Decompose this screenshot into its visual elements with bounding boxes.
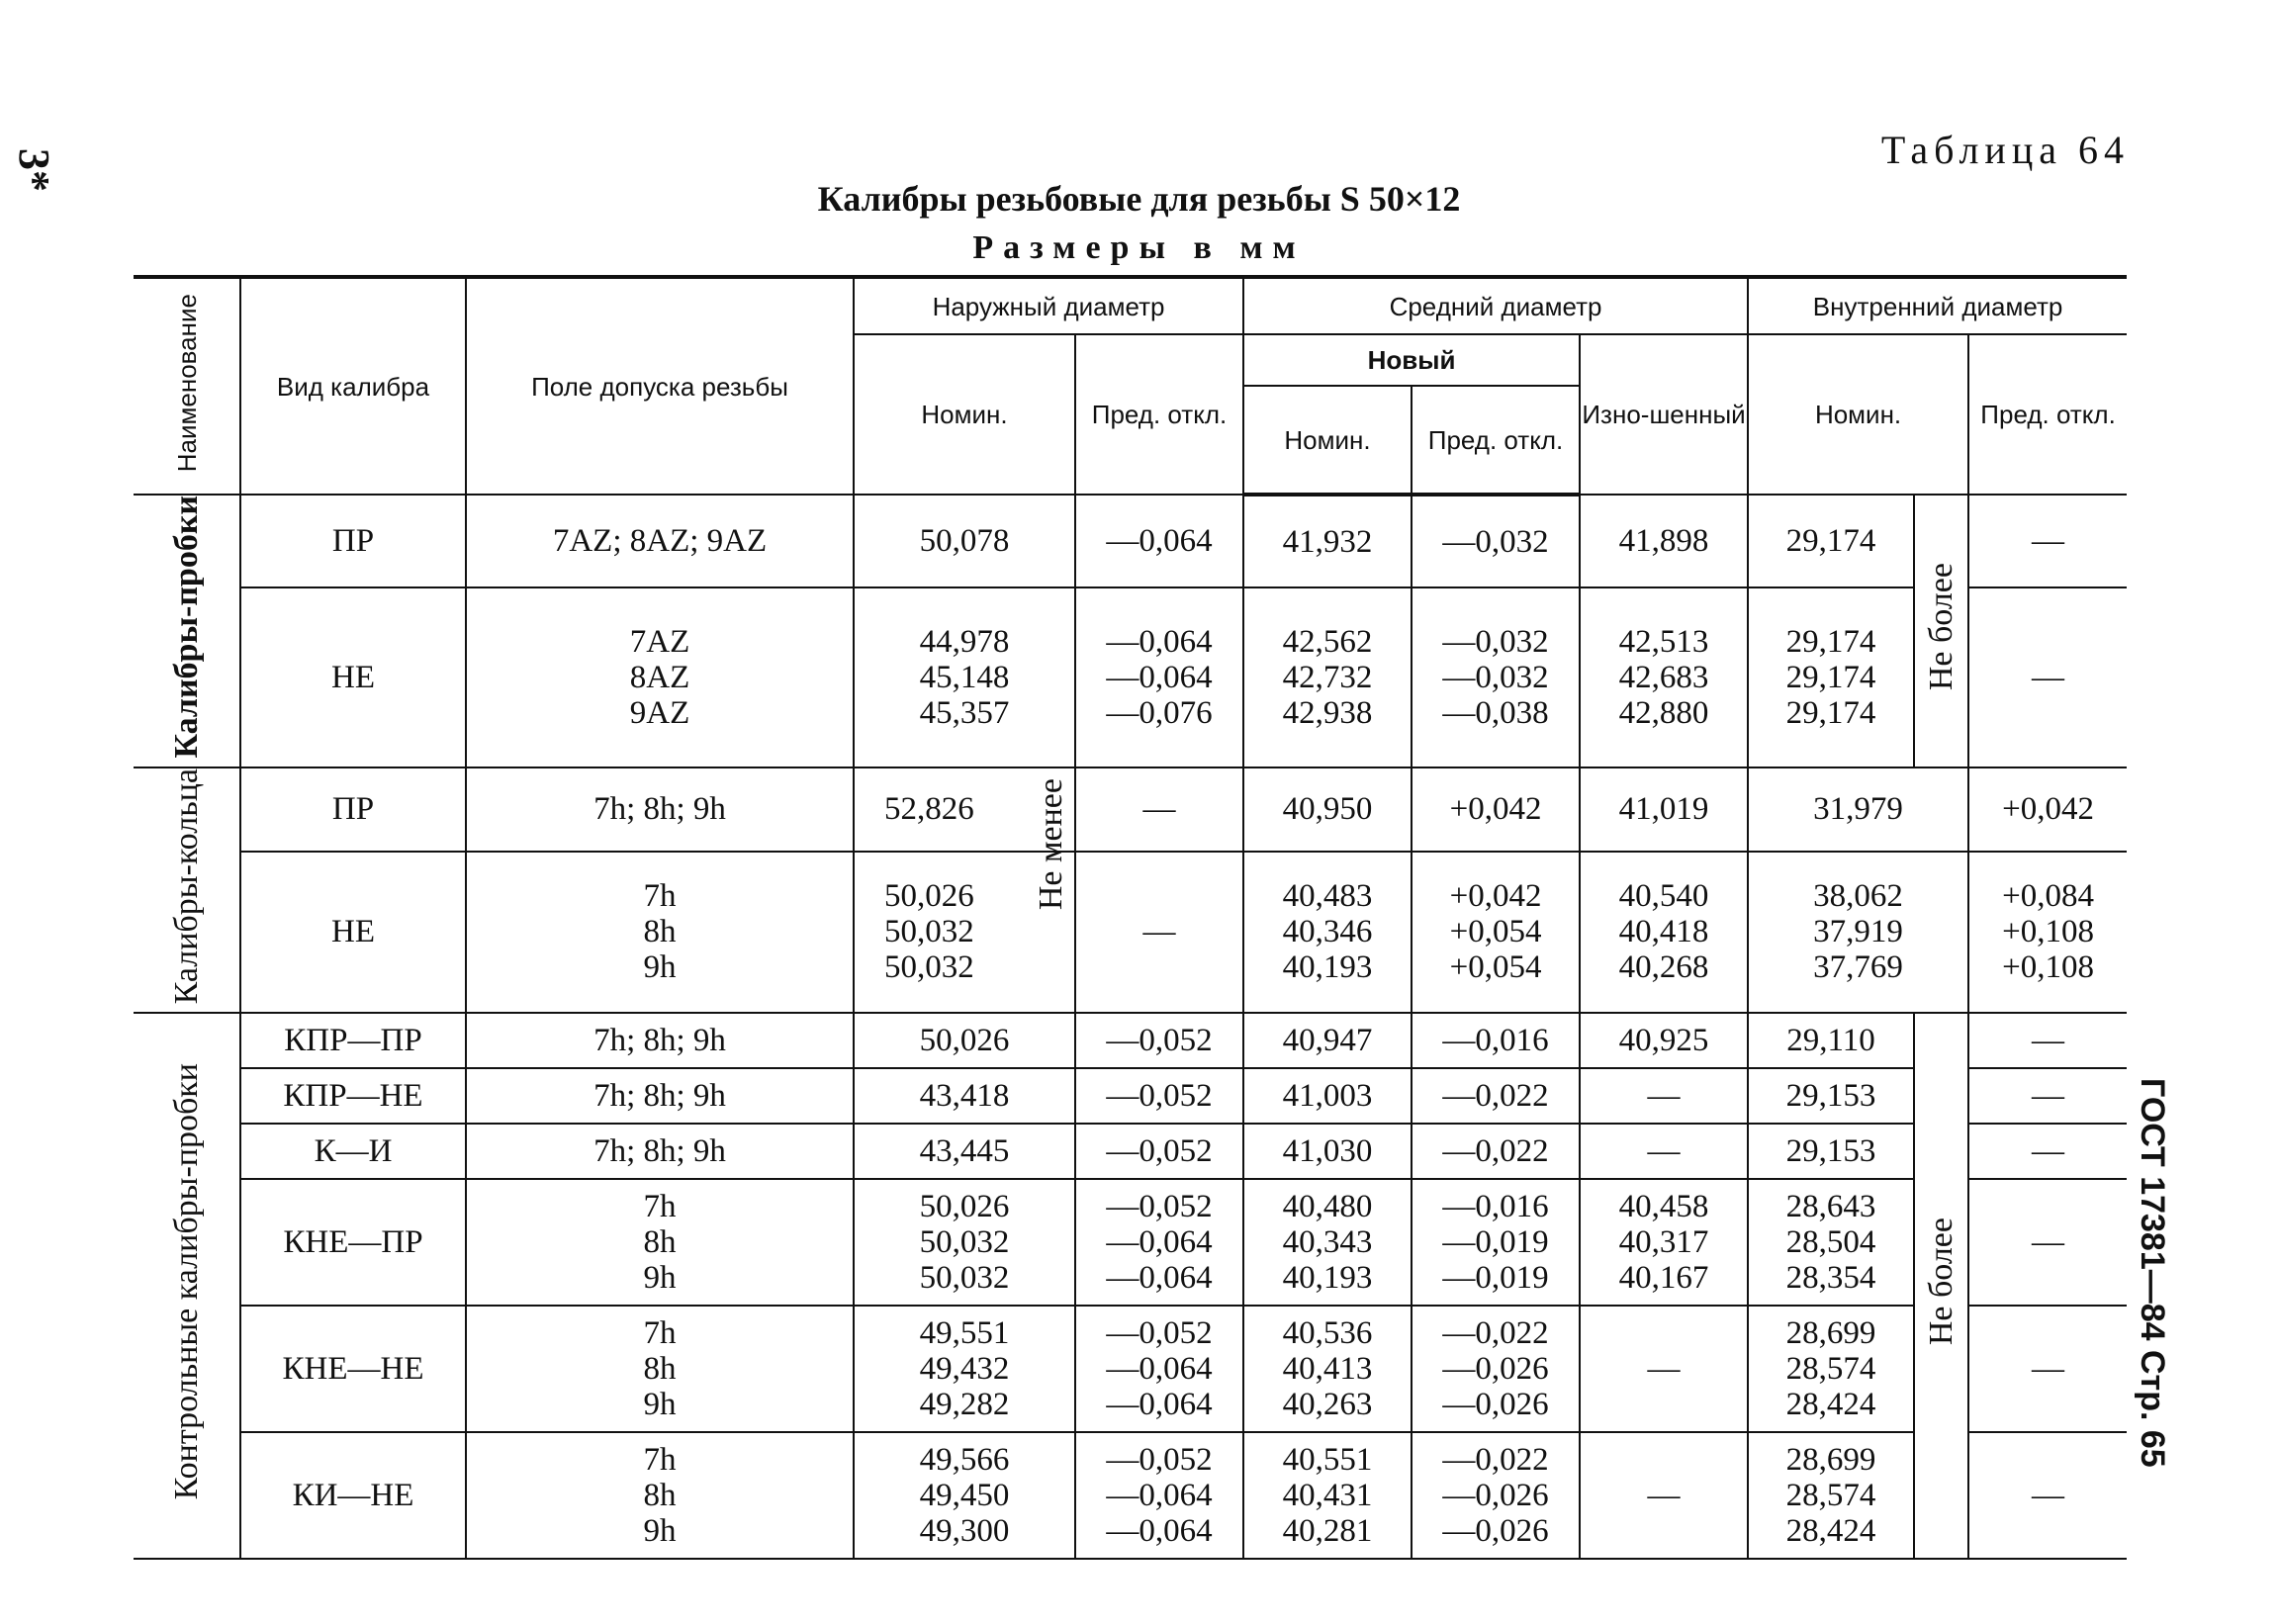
inner-dev-cell-line: +0,108	[2002, 949, 2094, 986]
outer-dev-cell-line: —0,052	[1106, 1188, 1213, 1224]
outer-dev-cell-line: —0,052	[1106, 1132, 1213, 1169]
worn-cell-line: —	[1647, 1077, 1681, 1114]
outer-nom-cell	[854, 1306, 1075, 1432]
outer-dev-cell-line: —0,064	[1106, 659, 1213, 695]
inner-dev-cell	[1968, 587, 2127, 767]
tolerance-cell	[466, 587, 854, 767]
tolerance-cell	[466, 852, 854, 1013]
tolerance-cell-line: 9AZ	[629, 694, 690, 731]
tolerance-cell	[466, 767, 854, 852]
worn-cell-line: 40,458	[1618, 1188, 1709, 1224]
outer-nom-cell-line: 49,432	[919, 1350, 1010, 1387]
outer-dev-cell	[1075, 495, 1243, 587]
middle-dev-cell-line: +0,042	[1449, 878, 1542, 915]
middle-nom-cell-line: 40,281	[1282, 1512, 1373, 1549]
outer-nom-cell-line: 49,300	[919, 1512, 1010, 1549]
inner-nom-cell-line: 29,174	[1785, 694, 1876, 731]
outer-dev-cell-line: —0,064	[1106, 1386, 1213, 1422]
inner-nom-cell	[1748, 767, 1968, 852]
inner-nom-cell-line: 31,979	[1813, 791, 1903, 828]
middle-nom-cell-line: 40,551	[1282, 1441, 1373, 1478]
tolerance-cell	[466, 495, 854, 587]
tolerance-cell-line: 7h; 8h; 9h	[593, 1022, 726, 1058]
worn-cell-line: 40,167	[1618, 1259, 1709, 1296]
middle-nom-cell	[1243, 495, 1412, 587]
outer-nom-cell-line: 50,032	[919, 1259, 1010, 1296]
worn-cell	[1580, 495, 1748, 587]
inner-nom-cell-line: 28,643	[1785, 1188, 1876, 1224]
outer-nom-cell-line: 49,566	[919, 1441, 1010, 1478]
header-name: Наименование	[134, 277, 240, 495]
middle-dev-cell-line: —0,022	[1442, 1314, 1549, 1351]
header-outer-diameter: Наружный диаметр	[854, 277, 1243, 334]
inner-not-more-note: Не более	[1914, 1013, 1968, 1559]
middle-nom-cell	[1243, 1432, 1412, 1559]
worn-cell-line: 40,925	[1618, 1022, 1709, 1058]
inner-dev-cell	[1968, 1432, 2127, 1559]
tolerance-cell	[466, 1068, 854, 1124]
worn-cell-line: —	[1647, 1477, 1681, 1513]
inner-nom-cell	[1748, 1179, 1914, 1306]
table-number: Таблица 64	[1880, 128, 2130, 172]
worn-cell	[1580, 1306, 1748, 1432]
outer-nom-cell-line: 50,032	[884, 914, 974, 950]
outer-nom-cell-line: 49,282	[919, 1386, 1010, 1422]
outer-dev-cell	[1075, 1179, 1243, 1306]
inner-dev-cell	[1968, 852, 2127, 1013]
outer-dev-cell-line: —	[1142, 914, 1176, 950]
header-inner-dev: Пред. откл.	[1968, 334, 2127, 495]
middle-nom-cell-line: 40,483	[1282, 878, 1373, 915]
outer-dev-cell	[1075, 587, 1243, 767]
outer-not-less-note: Не менее	[1033, 777, 1069, 910]
tolerance-cell	[466, 1179, 854, 1306]
middle-nom-cell	[1243, 587, 1412, 767]
inner-nom-cell-line: 28,574	[1785, 1350, 1876, 1387]
middle-dev-cell-line: —0,026	[1442, 1477, 1549, 1513]
gauge-type-cell: КНЕ—НЕ	[240, 1306, 466, 1432]
outer-nom-cell-line: 52,826	[884, 791, 974, 828]
tolerance-cell-line: 9h	[643, 1512, 677, 1549]
inner-nom-cell-line: 37,919	[1813, 914, 1903, 950]
worn-cell-line: 42,880	[1618, 694, 1709, 731]
worn-cell-line: —	[1647, 1132, 1681, 1169]
worn-cell-line: 40,418	[1618, 914, 1709, 950]
tolerance-cell-line: 9h	[643, 1386, 677, 1422]
inner-nom-cell-line: 29,153	[1785, 1132, 1876, 1169]
tolerance-cell-line: 7AZ; 8AZ; 9AZ	[552, 523, 768, 560]
table-row	[134, 1432, 2127, 1559]
inner-nom-cell-line: 28,699	[1785, 1441, 1876, 1478]
tolerance-cell-line: 8h	[643, 914, 677, 950]
middle-dev-cell	[1412, 1013, 1580, 1068]
worn-cell	[1580, 852, 1748, 1013]
worn-cell	[1580, 767, 1748, 852]
page-corner-mark: 3*	[10, 148, 58, 192]
outer-dev-cell	[1075, 1068, 1243, 1124]
tolerance-cell-line: 9h	[643, 949, 677, 986]
middle-nom-cell-line: 42,732	[1282, 659, 1373, 695]
outer-nom-cell	[854, 495, 1075, 587]
outer-nom-cell	[854, 587, 1075, 767]
tolerance-cell	[466, 1306, 854, 1432]
header-outer-dev: Пред. откл.	[1075, 334, 1243, 495]
gauge-type-cell: КНЕ—ПР	[240, 1179, 466, 1306]
middle-dev-cell-line: —0,026	[1442, 1386, 1549, 1422]
inner-nom-cell	[1748, 1306, 1914, 1432]
inner-dev-cell-line: +0,108	[2002, 914, 2094, 950]
tolerance-cell-line: 7h; 8h; 9h	[593, 1132, 726, 1169]
middle-dev-cell	[1412, 495, 1580, 587]
table-row	[134, 1124, 2127, 1179]
outer-nom-cell-line: 44,978	[919, 623, 1010, 660]
tolerance-cell-line: 8h	[643, 1350, 677, 1387]
inner-dev-cell	[1968, 1306, 2127, 1432]
outer-dev-cell-line: —0,064	[1106, 1223, 1213, 1260]
table-row	[134, 1013, 2127, 1068]
outer-nom-cell-line: 43,418	[919, 1077, 1010, 1114]
inner-dev-cell-line: —	[2032, 659, 2065, 695]
middle-dev-cell-line: —0,016	[1442, 1022, 1549, 1058]
worn-cell	[1580, 1013, 1748, 1068]
middle-nom-cell-line: 40,536	[1282, 1314, 1373, 1351]
header-tolerance: Поле допуска резьбы	[466, 277, 854, 495]
inner-dev-cell-line: —	[2032, 1077, 2065, 1114]
middle-dev-cell-line: +0,054	[1449, 914, 1542, 950]
middle-nom-cell	[1243, 1306, 1412, 1432]
gauge-type-cell: ПР	[240, 495, 466, 587]
worn-cell	[1580, 1068, 1748, 1124]
outer-dev-cell-line: —0,064	[1106, 1477, 1213, 1513]
table-row	[134, 1068, 2127, 1124]
tolerance-cell-line: 7h	[643, 1441, 677, 1478]
inner-nom-cell	[1748, 1432, 1914, 1559]
header-worn: Изно-шенный	[1580, 334, 1748, 495]
tolerance-cell-line: 9h	[643, 1259, 677, 1296]
outer-nom-cell	[854, 1179, 1075, 1306]
middle-nom-cell-line: 40,413	[1282, 1350, 1373, 1387]
inner-nom-cell-line: 28,354	[1785, 1259, 1876, 1296]
middle-dev-cell	[1412, 1306, 1580, 1432]
worn-cell-line: 42,513	[1618, 623, 1709, 660]
outer-nom-cell-line: 50,026	[919, 1022, 1010, 1058]
header-inner-diameter: Внутренний диаметр	[1748, 277, 2127, 334]
outer-nom-cell	[854, 1013, 1075, 1068]
gauge-type-cell: К—И	[240, 1124, 466, 1179]
middle-dev-cell-line: —0,026	[1442, 1512, 1549, 1549]
outer-nom-cell-line: 45,148	[919, 659, 1010, 695]
outer-nom-cell	[854, 1124, 1075, 1179]
middle-dev-cell-line: —0,016	[1442, 1188, 1549, 1224]
middle-nom-cell	[1243, 852, 1412, 1013]
inner-dev-cell	[1968, 1013, 2127, 1068]
middle-nom-cell-line: 41,003	[1282, 1077, 1373, 1114]
tolerance-cell-line: 8h	[643, 1223, 677, 1260]
middle-nom-cell-line: 41,932	[1282, 523, 1373, 560]
table-row	[134, 1179, 2127, 1306]
middle-nom-cell	[1243, 1124, 1412, 1179]
inner-dev-cell	[1968, 1068, 2127, 1124]
inner-nom-cell-line: 28,574	[1785, 1477, 1876, 1513]
middle-dev-cell	[1412, 767, 1580, 852]
table-row	[134, 495, 2127, 587]
inner-nom-cell	[1748, 1013, 1914, 1068]
inner-nom-cell-line: 29,174	[1785, 659, 1876, 695]
tolerance-cell	[466, 1013, 854, 1068]
inner-nom-cell	[1748, 1124, 1914, 1179]
inner-dev-cell-line: —	[2032, 1350, 2065, 1387]
inner-nom-cell-line: 28,504	[1785, 1223, 1876, 1260]
middle-dev-cell-line: —0,032	[1442, 523, 1549, 560]
inner-dev-cell-line: —	[2032, 1223, 2065, 1260]
middle-dev-cell-line: —0,032	[1442, 659, 1549, 695]
worn-cell-line: —	[1647, 1350, 1681, 1387]
outer-nom-cell-line: 50,026	[884, 878, 974, 915]
outer-dev-cell-line: —0,076	[1106, 694, 1213, 731]
worn-cell-line: 41,019	[1618, 791, 1709, 828]
group-rings: Калибры-кольца	[134, 767, 240, 1013]
outer-dev-cell	[1075, 852, 1243, 1013]
inner-nom-cell-line: 28,699	[1785, 1314, 1876, 1351]
outer-nom-cell-line: 49,450	[919, 1477, 1010, 1513]
inner-dev-cell-line: —	[2032, 1022, 2065, 1058]
inner-nom-cell	[1748, 587, 1914, 767]
middle-dev-cell-line: —0,022	[1442, 1077, 1549, 1114]
inner-nom-cell	[1748, 1068, 1914, 1124]
table-row	[134, 587, 2127, 767]
middle-nom-cell-line: 40,950	[1282, 791, 1373, 828]
middle-dev-cell-line: —0,026	[1442, 1350, 1549, 1387]
tolerance-cell-line: 7h; 8h; 9h	[593, 1077, 726, 1114]
inner-dev-cell	[1968, 1124, 2127, 1179]
middle-dev-cell-line: —0,022	[1442, 1132, 1549, 1169]
middle-dev-cell-line: +0,054	[1449, 949, 1542, 986]
inner-dev-cell	[1968, 495, 2127, 587]
group-plugs: Калибры-пробки	[134, 495, 240, 767]
worn-cell-line: 41,898	[1618, 523, 1709, 560]
inner-dev-cell	[1968, 767, 2127, 852]
outer-dev-cell-line: —0,052	[1106, 1022, 1213, 1058]
inner-nom-cell-line: 29,174	[1785, 523, 1876, 560]
worn-cell-line: 42,683	[1618, 659, 1709, 695]
middle-dev-cell-line: —0,022	[1442, 1441, 1549, 1478]
middle-dev-cell	[1412, 1124, 1580, 1179]
outer-nom-cell	[854, 1432, 1075, 1559]
inner-nom-cell-line: 38,062	[1813, 878, 1903, 915]
gauge-type-cell: КИ—НЕ	[240, 1432, 466, 1559]
outer-nom-cell-line: 50,032	[884, 949, 974, 986]
middle-dev-cell-line: —0,019	[1442, 1259, 1549, 1296]
gauge-table	[134, 275, 2127, 1560]
tolerance-cell	[466, 1124, 854, 1179]
worn-cell	[1580, 587, 1748, 767]
outer-dev-cell	[1075, 1013, 1243, 1068]
tolerance-cell-line: 7h; 8h; 9h	[593, 791, 726, 828]
inner-nom-cell	[1748, 852, 1968, 1013]
middle-nom-cell	[1243, 1179, 1412, 1306]
gauge-type-cell: ПР	[240, 767, 466, 852]
header-outer-nom: Номин.	[854, 334, 1075, 495]
middle-nom-cell-line: 42,938	[1282, 694, 1373, 731]
inner-dev-cell-line: +0,042	[2002, 791, 2094, 828]
tolerance-cell-line: 7AZ	[629, 623, 690, 660]
header-new: Новый	[1243, 334, 1580, 386]
outer-dev-cell	[1075, 767, 1243, 852]
gauge-type-cell: НЕ	[240, 852, 466, 1013]
middle-nom-cell-line: 40,343	[1282, 1223, 1373, 1260]
inner-dev-cell-line: —	[2032, 1132, 2065, 1169]
middle-dev-cell-line: —0,038	[1442, 694, 1549, 731]
outer-dev-cell-line: —0,064	[1106, 1512, 1213, 1549]
inner-not-more-note: Не более	[1914, 495, 1968, 767]
middle-dev-cell	[1412, 1432, 1580, 1559]
outer-nom-cell-line: 49,551	[919, 1314, 1010, 1351]
middle-nom-cell-line: 40,947	[1282, 1022, 1373, 1058]
middle-nom-cell	[1243, 767, 1412, 852]
middle-dev-cell	[1412, 587, 1580, 767]
table-row	[134, 852, 2127, 1013]
outer-nom-cell-line: 50,032	[919, 1223, 1010, 1260]
worn-cell-line: 40,317	[1618, 1223, 1709, 1260]
header-middle-nom: Номин.	[1243, 386, 1412, 495]
middle-dev-cell	[1412, 1179, 1580, 1306]
worn-cell	[1580, 1124, 1748, 1179]
inner-dev-cell-line: —	[2032, 1477, 2065, 1513]
outer-dev-cell-line: —0,064	[1106, 623, 1213, 660]
outer-dev-cell-line: —	[1142, 791, 1176, 828]
outer-dev-cell-line: —0,064	[1106, 1350, 1213, 1387]
middle-nom-cell-line: 40,346	[1282, 914, 1373, 950]
middle-nom-cell-line: 40,263	[1282, 1386, 1373, 1422]
inner-dev-cell-line: +0,084	[2002, 878, 2094, 915]
gauge-type-cell: КПР—ПР	[240, 1013, 466, 1068]
middle-nom-cell-line: 41,030	[1282, 1132, 1373, 1169]
inner-nom-cell-line: 28,424	[1785, 1386, 1876, 1422]
middle-dev-cell-line: +0,042	[1449, 791, 1542, 828]
tolerance-cell-line: 8AZ	[629, 659, 690, 695]
inner-dev-cell	[1968, 1179, 2127, 1306]
inner-dev-cell-line: —	[2032, 523, 2065, 560]
outer-dev-cell	[1075, 1306, 1243, 1432]
inner-nom-cell-line: 29,153	[1785, 1077, 1876, 1114]
middle-nom-cell-line: 40,431	[1282, 1477, 1373, 1513]
group-control: Контрольные калибры-пробки	[134, 1013, 240, 1559]
outer-dev-cell-line: —0,052	[1106, 1441, 1213, 1478]
middle-nom-cell-line: 40,193	[1282, 949, 1373, 986]
inner-nom-cell	[1748, 495, 1914, 587]
worn-cell-line: 40,268	[1618, 949, 1709, 986]
table-row	[134, 767, 2127, 852]
gauge-type-cell: НЕ	[240, 587, 466, 767]
outer-nom-cell-line: 50,078	[919, 523, 1010, 560]
middle-nom-cell-line: 40,480	[1282, 1188, 1373, 1224]
inner-nom-cell-line: 37,769	[1813, 949, 1903, 986]
middle-dev-cell-line: —0,032	[1442, 623, 1549, 660]
outer-nom-cell-line: 43,445	[919, 1132, 1010, 1169]
tolerance-cell	[466, 1432, 854, 1559]
header-middle-diameter: Средний диаметр	[1243, 277, 1748, 334]
middle-nom-cell	[1243, 1013, 1412, 1068]
worn-cell	[1580, 1179, 1748, 1306]
tolerance-cell-line: 7h	[643, 1188, 677, 1224]
outer-dev-cell-line: —0,064	[1106, 1259, 1213, 1296]
outer-dev-cell	[1075, 1124, 1243, 1179]
middle-nom-cell-line: 42,562	[1282, 623, 1373, 660]
header-middle-dev: Пред. откл.	[1412, 386, 1580, 495]
outer-dev-cell-line: —0,064	[1106, 523, 1213, 560]
middle-dev-cell-line: —0,019	[1442, 1223, 1549, 1260]
worn-cell	[1580, 1432, 1748, 1559]
inner-nom-cell-line: 28,424	[1785, 1512, 1876, 1549]
outer-dev-cell-line: —0,052	[1106, 1077, 1213, 1114]
middle-dev-cell	[1412, 1068, 1580, 1124]
middle-dev-cell	[1412, 852, 1580, 1013]
inner-nom-cell-line: 29,110	[1786, 1022, 1875, 1058]
side-footer: ГОСТ 17381—84 Стр. 65	[2134, 1078, 2171, 1468]
worn-cell-line: 40,540	[1618, 878, 1709, 915]
table-units: Размеры в мм	[972, 229, 1306, 266]
middle-nom-cell-line: 40,193	[1282, 1259, 1373, 1296]
outer-dev-cell-line: —0,052	[1106, 1314, 1213, 1351]
header-gauge-type: Вид калибра	[240, 277, 466, 495]
outer-nom-cell-line: 50,026	[919, 1188, 1010, 1224]
middle-nom-cell	[1243, 1068, 1412, 1124]
table-title: Калибры резьбовые для резьбы S 50×12	[817, 179, 1461, 219]
tolerance-cell-line: 7h	[643, 878, 677, 915]
table-row	[134, 1306, 2127, 1432]
gauge-type-cell: КПР—НЕ	[240, 1068, 466, 1124]
header-inner-nom: Номин.	[1748, 334, 1968, 495]
tolerance-cell-line: 7h	[643, 1314, 677, 1351]
outer-nom-cell-line: 45,357	[919, 694, 1010, 731]
tolerance-cell-line: 8h	[643, 1477, 677, 1513]
inner-nom-cell-line: 29,174	[1785, 623, 1876, 660]
outer-dev-cell	[1075, 1432, 1243, 1559]
outer-nom-cell	[854, 1068, 1075, 1124]
